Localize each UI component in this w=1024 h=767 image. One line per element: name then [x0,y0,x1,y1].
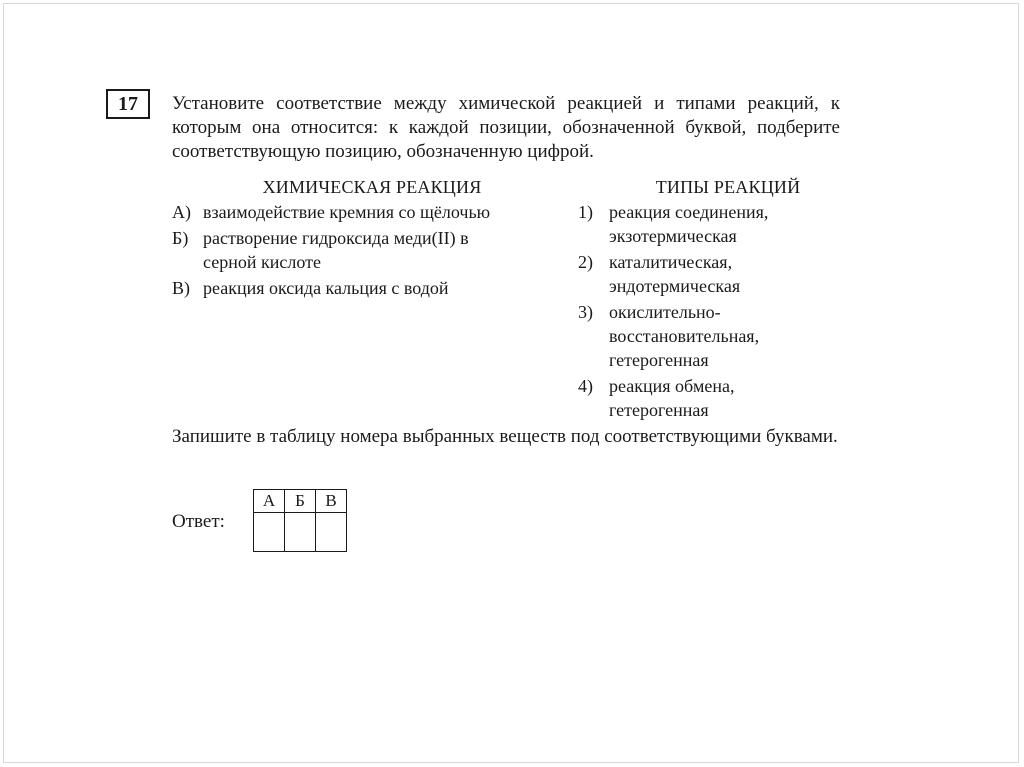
reaction-item-text: растворение гидроксида меди(II) в серной кислоте [203,228,469,272]
reaction-item [172,276,542,300]
reaction-type-item [578,250,838,298]
reaction-item-text: реакция оксида кальция с водой [203,278,449,298]
reaction-type-number: 3) [578,302,593,322]
reaction-type-item [578,300,838,372]
answer-instruction: Запишите в таблицу номера выбранных веществ под соответствующими буквами. [172,426,838,447]
reaction-item-letter: А) [172,202,191,222]
task-number-box: 17 [106,89,150,119]
answer-cell[interactable] [285,513,316,552]
answer-table [253,489,347,552]
answer-column-header: А [254,490,285,513]
reaction-item [172,226,542,274]
reaction-item-letter: Б) [172,228,189,248]
answer-column-header: Б [285,490,316,513]
reaction-type-text: реакция соединения, экзотермическая [609,202,769,246]
answer-cell[interactable] [254,513,285,552]
reaction-type-number: 4) [578,376,593,396]
reaction-type-text: окислительно-восстановительная, гетерогенная [609,302,760,370]
reaction-type-number: 2) [578,252,593,272]
answer-label: Ответ: [172,511,225,532]
answer-column-header: В [316,490,347,513]
task-instruction: Установите соответствие между химической реакцией и типами реакций, к которым она относится: к каждой позиции, обозначенной буквой, подберите соответствующую позицию, обозначенную цифрой. [172,93,840,162]
reaction-item [172,200,542,224]
reaction-item-letter: В) [172,278,190,298]
reaction-type-item [578,374,838,422]
reactions-column-header: ХИМИЧЕСКАЯ РЕАКЦИЯ [262,177,482,197]
reaction-type-item [578,200,838,248]
answer-cell[interactable] [316,513,347,552]
reaction-item-text: взаимодействие кремния со щёлочью [203,202,491,222]
reaction-type-text: каталитическая, эндотермическая [609,252,741,296]
reactions-column [172,175,542,302]
reaction-types-column [578,175,838,424]
reaction-type-text: реакция обмена, гетерогенная [609,376,735,420]
reaction-type-number: 1) [578,202,593,222]
reaction-types-column-header: ТИПЫ РЕАКЦИЙ [655,177,801,197]
